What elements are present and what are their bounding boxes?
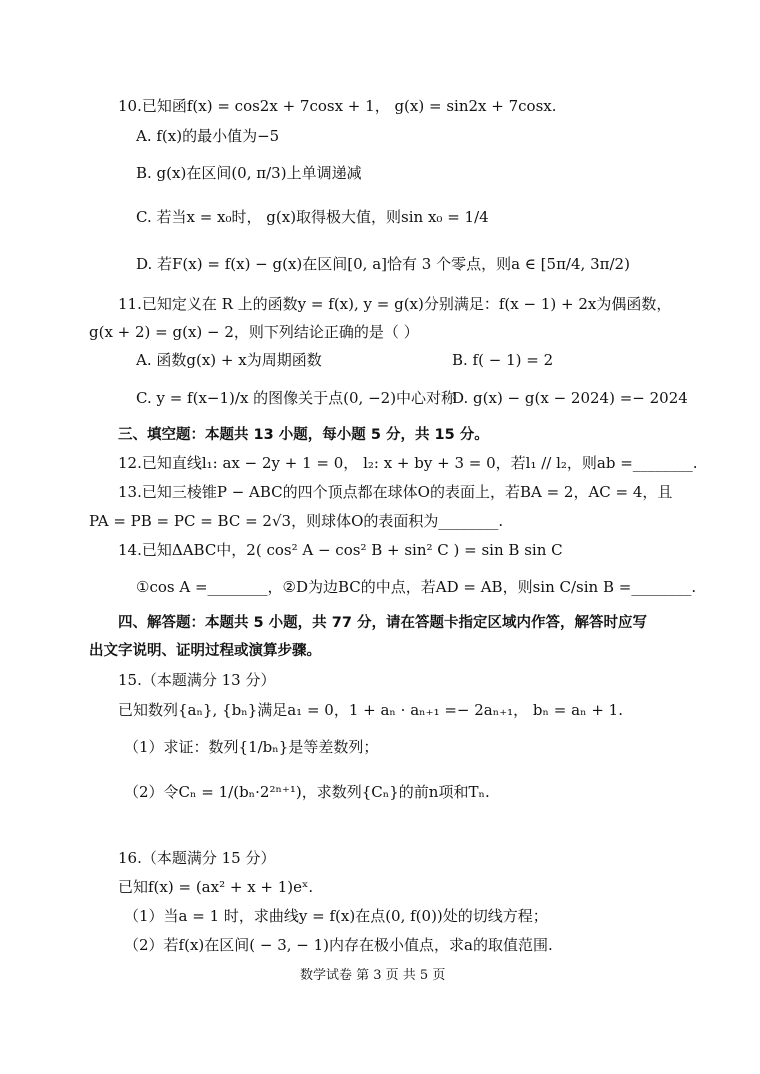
question-12: 12.已知直线l₁: ax − 2y + 1 = 0， l₂: x + by + 3 = 0，若l₁ // l₂，则ab =________.: [118, 454, 698, 472]
section-4-line1: 四、解答题：本题共 5 小题，共 77 分，请在答题卡指定区域内作答，解答时应写: [118, 615, 647, 631]
q13-line2: PA = PB = PC = BC = 2√3，则球体O的表面积为________.: [89, 512, 504, 530]
q14-line1: 14.已知ΔABC中，2( cos² A − cos² B + sin² C ) = sin B sin C: [118, 541, 563, 559]
q15-header: 15.（本题满分 13 分）: [118, 671, 276, 689]
q15-part2: （2）令Cₙ = 1/(bₙ·2²ⁿ⁺¹)，求数列{Cₙ}的前n项和Tₙ.: [124, 783, 490, 801]
q16-part2: （2）若f(x)在区间( − 3, − 1)内存在极小值点，求a的取值范围.: [124, 936, 553, 954]
q11-option-b: B. f( − 1) = 2: [452, 351, 554, 369]
section-3-heading: 三、填空题：本题共 13 小题，每小题 5 分，共 15 分。: [118, 427, 489, 443]
q11-stem-line1: 11.已知定义在 R 上的函数y = f(x), y = g(x)分别满足：f(x − 1) + 2x为偶函数，: [118, 295, 672, 313]
q15-part1: （1）求证：数列{1/bₙ}是等差数列；: [124, 738, 379, 756]
q13-line1: 13.已知三棱锥P − ABC的四个顶点都在球体O的表面上，若BA = 2，AC = 4，且: [118, 483, 673, 501]
q11-option-d: D. g(x) − g(x − 2024) =− 2024: [452, 389, 688, 407]
page-footer: 数学试卷 第 3 页 共 5 页: [300, 968, 446, 983]
q10-option-b: B. g(x)在区间(0, π/3)上单调递减: [136, 164, 362, 182]
q10-option-a: A. f(x)的最小值为−5: [136, 127, 280, 145]
q10-stem: 10.已知函f(x) = cos2x + 7cosx + 1， g(x) = sin2x + 7cosx.: [118, 97, 557, 115]
section-4-line2: 出文字说明、证明过程或演算步骤。: [89, 643, 321, 659]
q11-option-a: A. 函数g(x) + x为周期函数: [136, 351, 322, 369]
q14-line2: ①cos A =________，②D为边BC的中点，若AD = AB，则sin C/sin B =________.: [136, 578, 697, 596]
q16-stem: 已知f(x) = (ax² + x + 1)eˣ.: [118, 878, 314, 896]
q11-stem-line2: g(x + 2) = g(x) − 2，则下列结论正确的是（ ）: [89, 323, 419, 341]
q10-option-c: C. 若当x = x₀时， g(x)取得极大值，则sin x₀ = 1/4: [136, 208, 489, 226]
q10-option-d: D. 若F(x) = f(x) − g(x)在区间[0, a]恰有 3 个零点，则a ∈ [5π/4, 3π/2): [136, 255, 630, 273]
q16-part1: （1）当a = 1 时，求曲线y = f(x)在点(0, f(0))处的切线方程；: [124, 907, 548, 925]
q11-option-c: C. y = f(x−1)/x 的图像关于点(0, −2)中心对称: [136, 389, 457, 407]
q15-stem: 已知数列{aₙ}, {bₙ}满足a₁ = 0，1 + aₙ · aₙ₊₁ =− 2aₙ₊₁， bₙ = aₙ + 1.: [118, 701, 623, 719]
q16-header: 16.（本题满分 15 分）: [118, 849, 276, 867]
